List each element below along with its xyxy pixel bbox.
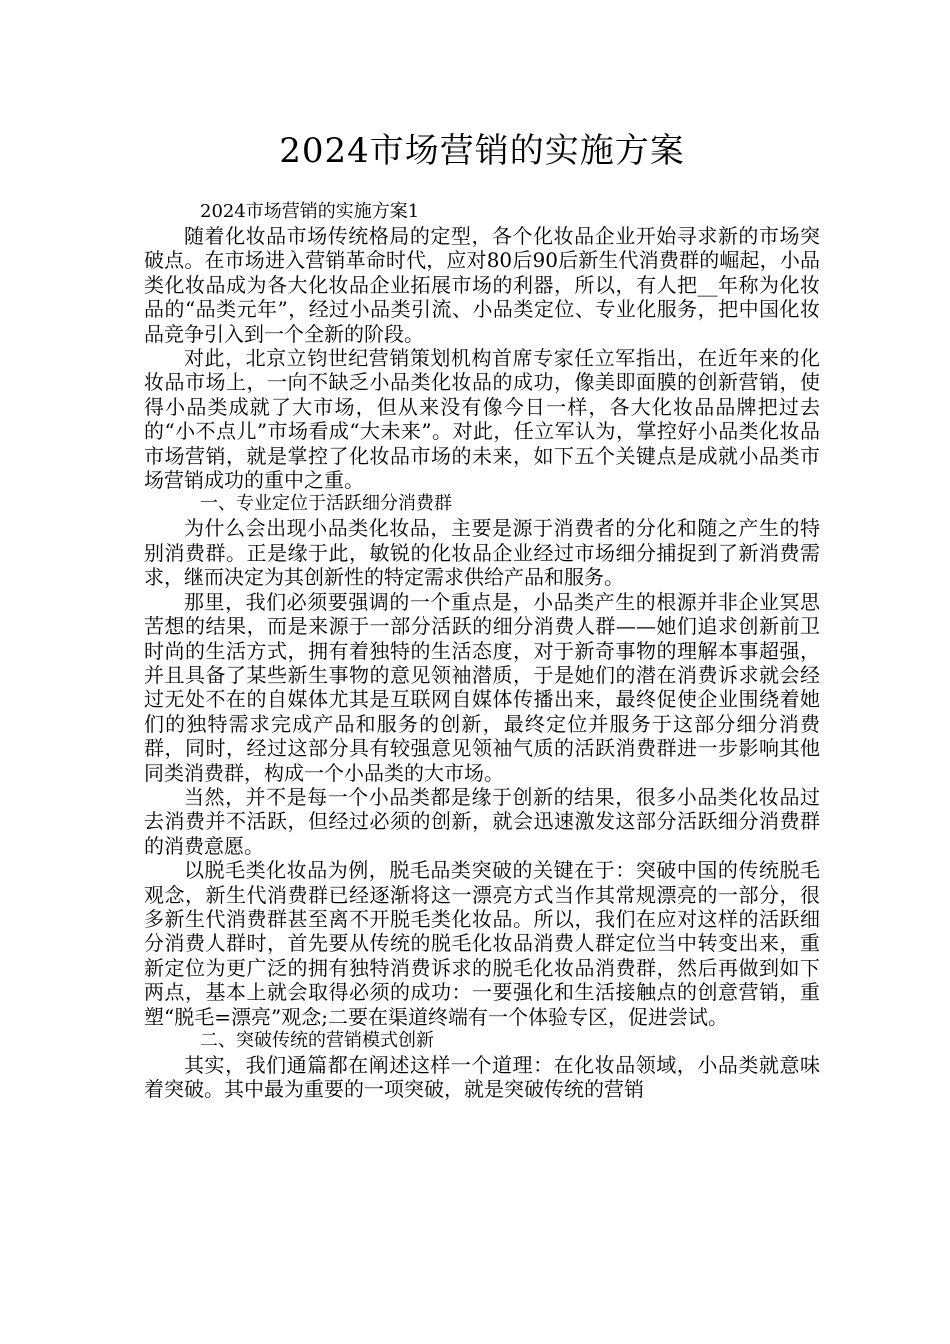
paragraph-section2-1: 其实，我们通篇都在阐述这样一个道理：在化妆品领域，小品类就意味着突破。其中最为重要的一项突破，就是突破传统的营销 — [144, 1053, 820, 1102]
paragraph-intro-2: 对此，北京立钧世纪营销策划机构首席专家任立军指出，在近年来的化妆品市场上，一向不缺乏小品类化妆品的成功，像美即面膜的创新营销，使得小品类成就了大市场，但从来没有像今日一样，各大化妆品品牌把过去的“小不点儿”市场看成“大未来”。对此，任立军认为，掌控好小品类化妆品市场营销，就是掌控了化妆品市场的未来，如下五个关键点是成就小品类市场营销成功的重中之重。 — [144, 346, 820, 493]
paragraph-section1-1: 为什么会出现小品类化妆品，主要是源于消费者的分化和随之产生的特别消费群。正是缘于此，敏锐的化妆品企业经过市场细分捕捉到了新消费需求，继而决定为其创新性的特定需求供给产品和服务。 — [144, 516, 820, 590]
section-heading-2: 二、突破传统的营销模式创新 — [200, 1030, 434, 1051]
paragraph-section1-2: 那里，我们必须要强调的一个重点是，小品类产生的根源并非企业冥思苦想的结果，而是来源于一部分活跃的细分消费人群——她们追求创新前卫时尚的生活方式，拥有着独特的生活态度，对于新奇事物的理解本事超强，并且具备了某些新生事物的意见领袖潜质，于是她们的潜在消费诉求就会经过无处不在的自媒体尤其是互联网自媒体传播出来，最终促使企业围绕着她们的独特需求完成产品和服务的创新，最终定位并服务于这部分细分消费群，同时，经过这部分具有较强意见领袖气质的活跃消费群进一步影响其他同类消费群，构成一个小品类的大市场。 — [144, 589, 820, 785]
document-subtitle: 2024市场营销的实施方案1 — [200, 201, 420, 222]
paragraph-section1-4: 以脱毛类化妆品为例，脱毛品类突破的关键在于：突破中国的传统脱毛观念，新生代消费群已经逐渐将这一漂亮方式当作其常规漂亮的一部分，很多新生代消费群甚至离不开脱毛类化妆品。所以，我们在应对这样的活跃细分消费人群时，首先要从传统的脱毛化妆品消费人群定位当中转变出来，重新定位为更广泛的拥有独特消费诉求的脱毛化妆品消费群，然后再做到如下两点，基本上就会取得必须的成功：一要强化和生活接触点的创意营销，重塑“脱毛=漂亮”观念;二要在渠道终端有一个体验专区，促进尝试。 — [144, 858, 820, 1029]
section-heading-1: 一、专业定位于活跃细分消费群 — [200, 493, 452, 515]
paragraph-intro-1: 随着化妆品市场传统格局的定型，各个化妆品企业开始寻求新的市场突破点。在市场进入营销革命时代，应对80后90后新生代消费群的崛起，小品类化妆品成为各大化妆品企业拓展市场的利器，所以，有人把__年称为化妆品的“品类元年”，经过小品类引流、小品类定位、专业化服务，把中国化妆品竞争引入到一个全新的阶段。 — [144, 224, 820, 346]
document-page — [144, 128, 820, 1102]
paragraph-section1-3: 当然，并不是每一个小品类都是缘于创新的结果，很多小品类化妆品过去消费并不活跃，但经过必须的创新，就会迅速激发这部分活跃细分消费群的消费意愿。 — [144, 784, 820, 858]
document-title: 2024市场营销的实施方案 — [279, 131, 685, 171]
